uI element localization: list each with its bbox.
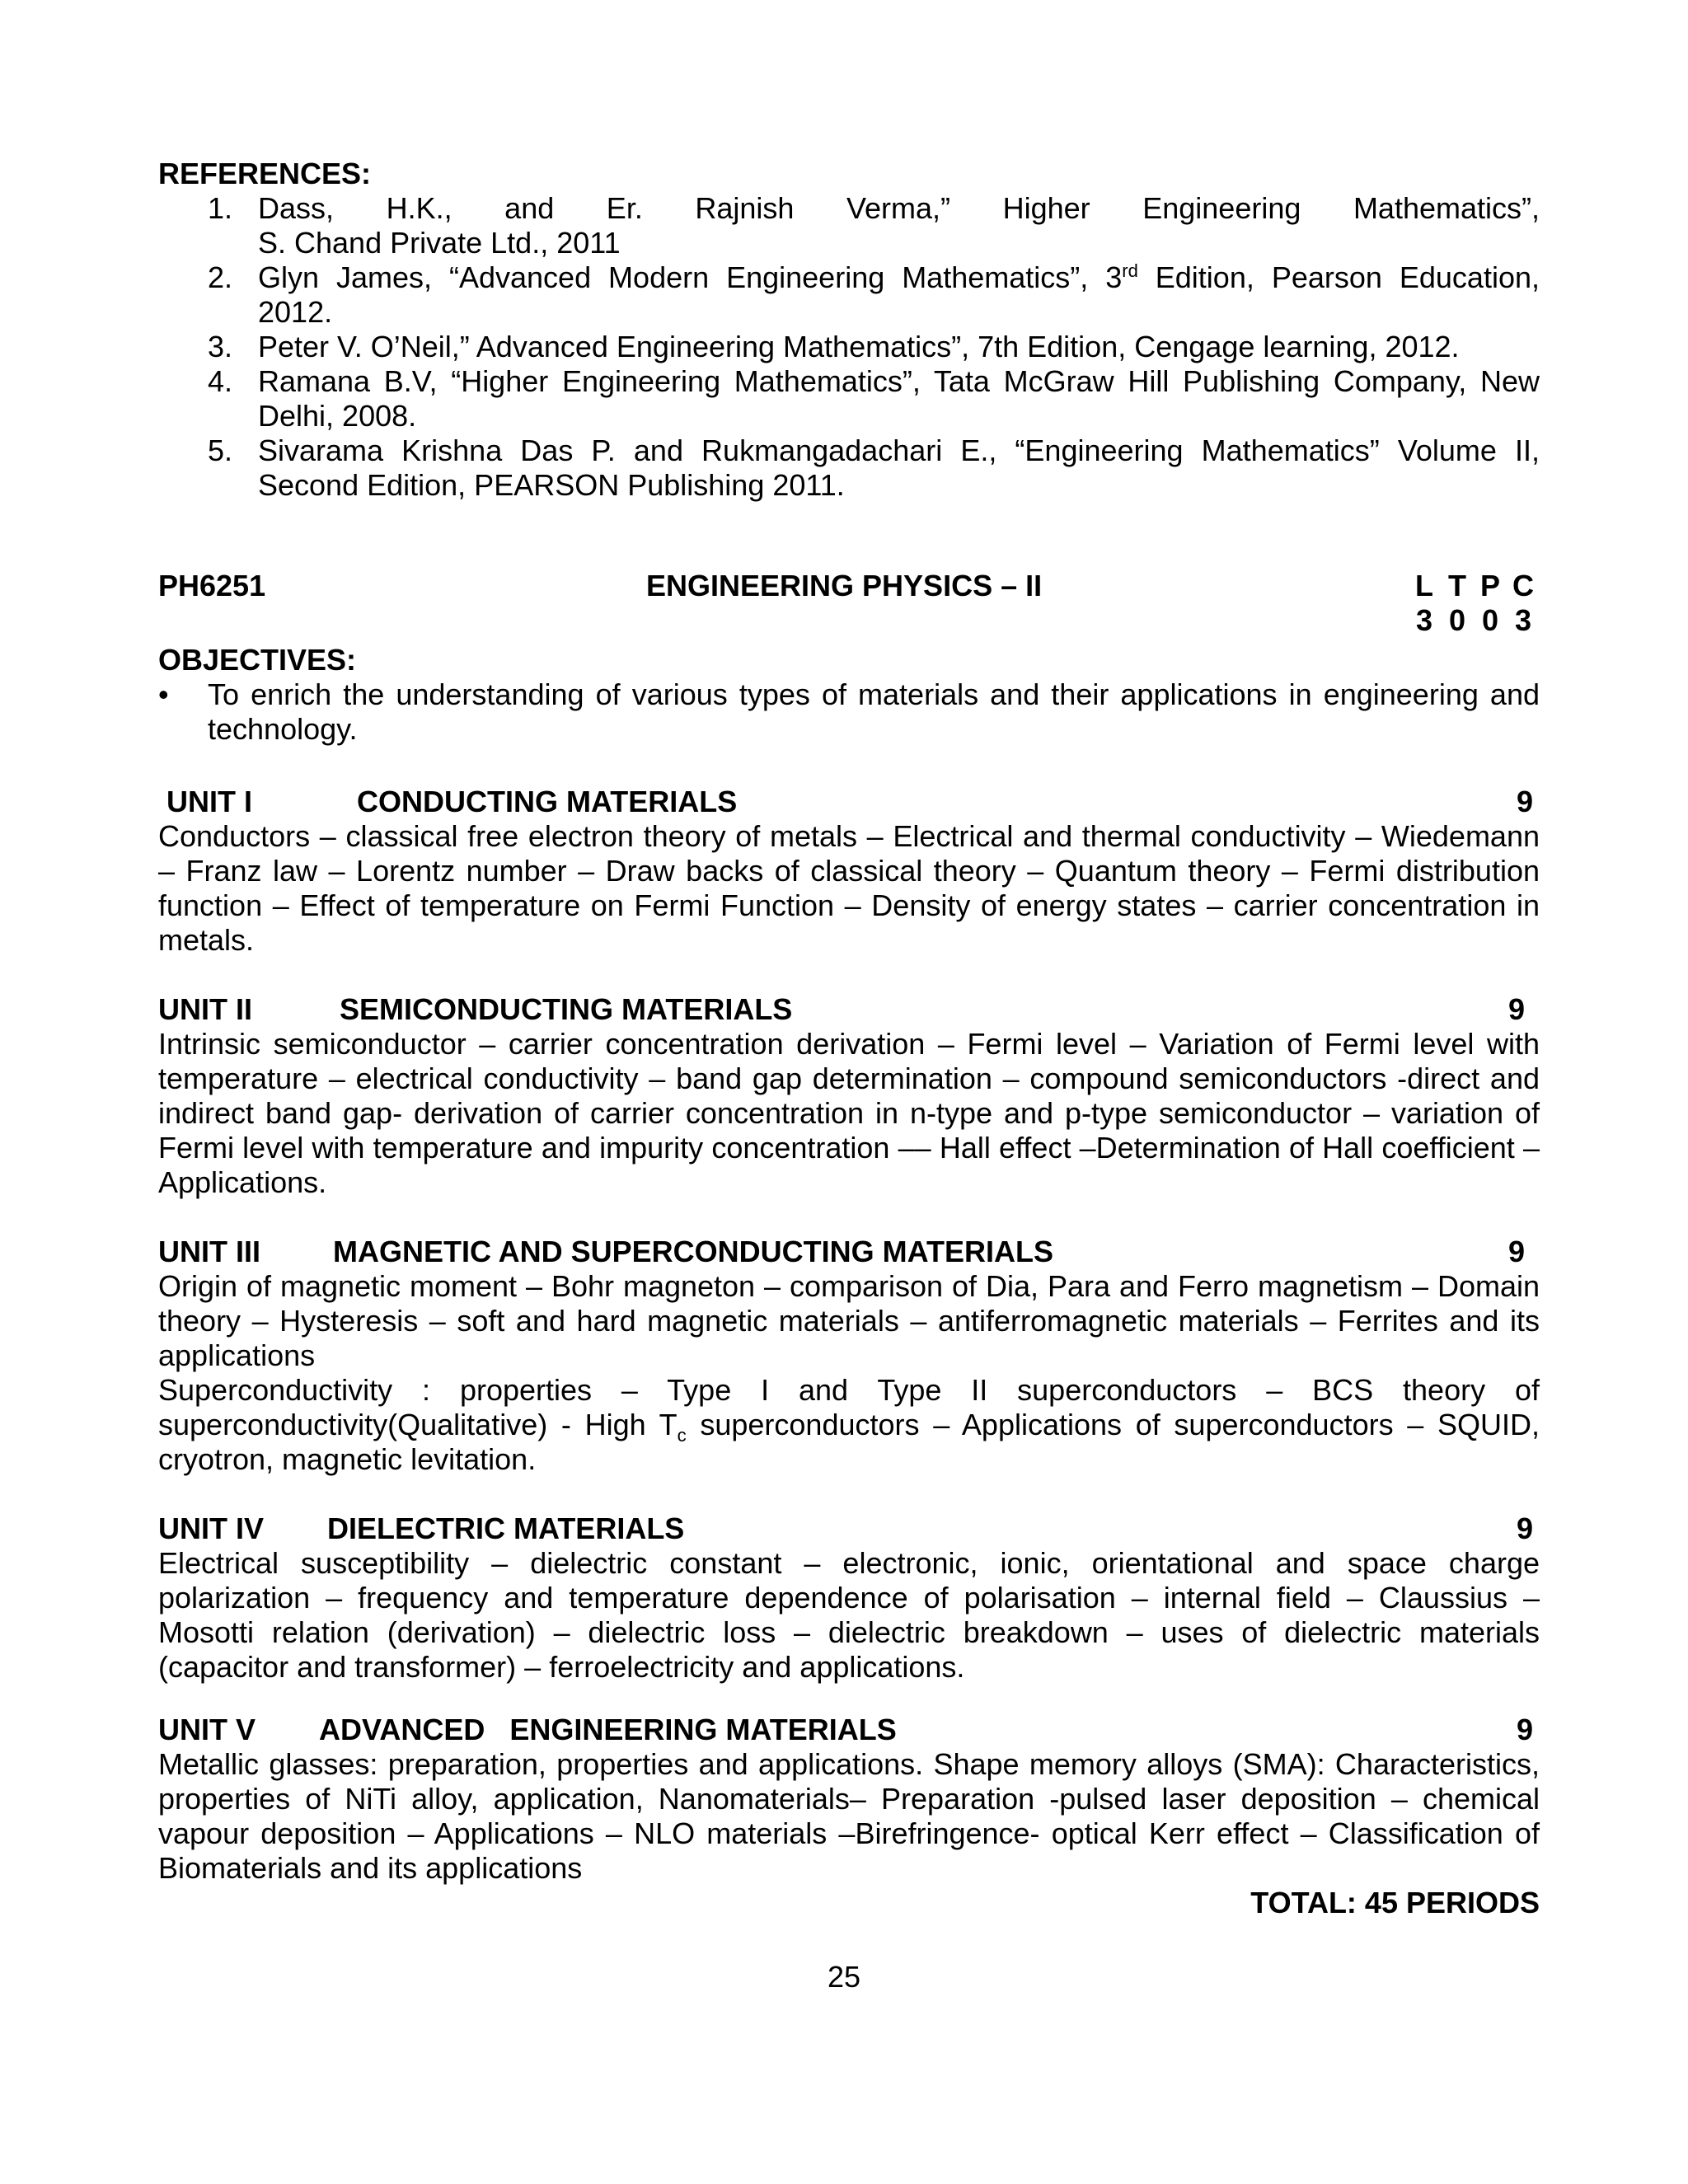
ltpc-label: T [1448, 569, 1466, 602]
unit-hours: 9 [1507, 992, 1525, 1026]
ltpc-values [1408, 603, 1540, 638]
page-number: 25 [827, 1960, 861, 1994]
course-title: ENGINEERING PHYSICS – II [646, 569, 1043, 602]
unit-text: Superconductivity : properties – Type I and Type II superconductors – BCS theory of superconductivity(Qualitative) - High T [158, 1373, 1540, 1441]
unit-title: ADVANCED ENGINEERING MATERIALS [319, 1713, 897, 1746]
total-periods: TOTAL: 45 PERIODS [1250, 1886, 1540, 1919]
references-heading: REFERENCES: [158, 157, 372, 190]
reference-item [158, 330, 1540, 364]
reference-text: Edition, Pearson Education, 2012. [258, 260, 1540, 329]
unit-heading [158, 992, 1540, 1027]
unit-label: UNIT II [158, 992, 252, 1026]
objective-item [158, 677, 1540, 747]
references-section [158, 157, 1540, 503]
unit-section [158, 1713, 1540, 1920]
reference-text: Glyn James, “Advanced Modern Engineering Mathematics”, 3 [258, 260, 1123, 294]
ltpc-value: 3 [1415, 603, 1433, 637]
reference-line: S. Chand Private Ltd., 2011 [258, 226, 621, 260]
ltpc-value: 3 [1514, 603, 1532, 637]
unit-content: Conductors – classical free electron theory of metals – Electrical and thermal conductivity – Wiedemann – Franz law – Lorentz number – Draw backs of classical theory – Quantum theory – Fermi distribution function – Effect of temperature on Fermi Function – Density of energy states – carrier concentration in metals. [158, 819, 1540, 957]
unit-content: Electrical susceptibility – dielectric constant – electronic, ionic, orientational and space charge polarization – frequency and temperature dependence of polarisation – internal field – Claussius – Mosotti relation (derivation) – dielectric loss – dielectric breakdown – uses of dielectric materials (capacitor and transformer) – ferroelectricity and applications. [158, 1546, 1540, 1684]
unit-heading [158, 1235, 1540, 1269]
reference-item [158, 364, 1540, 434]
unit-hours: 9 [1516, 785, 1533, 818]
unit-section [158, 1511, 1540, 1685]
reference-number: 2. [208, 260, 233, 294]
reference-number: 1. [208, 191, 233, 225]
superscript: rd [1122, 260, 1138, 281]
unit-title: MAGNETIC AND SUPERCONDUCTING MATERIALS [333, 1235, 1053, 1268]
reference-number: 4. [208, 364, 233, 398]
unit-section [158, 785, 1540, 958]
unit-hours: 9 [1516, 1713, 1533, 1746]
unit-section [158, 992, 1540, 1200]
ltpc-labels [1408, 569, 1540, 603]
unit-heading [158, 785, 1540, 819]
ltpc-value: 0 [1448, 603, 1466, 637]
objectives-heading: OBJECTIVES: [158, 643, 357, 677]
reference-text: Peter V. O’Neil,” Advanced Engineering Mathematics”, 7th Edition, Cengage learning, 2012. [258, 330, 1460, 363]
unit-heading [158, 1511, 1540, 1546]
references-list [158, 191, 1540, 503]
reference-number: 3. [208, 330, 233, 363]
unit-label: UNIT V [158, 1713, 256, 1746]
unit-label: UNIT I [166, 785, 252, 818]
unit-label: UNIT IV [158, 1511, 265, 1545]
unit-content: Intrinsic semiconductor – carrier concentration derivation – Fermi level – Variation of Fermi level with temperature – electrical conductivity – band gap determination – compound semiconductors -direct and indirect band gap- derivation of carrier concentration in n-type and p-type semiconductor – variation of Fermi level with temperature and impurity concentration –– Hall effect –Determination of Hall coefficient – Applications. [158, 1027, 1540, 1199]
course-header [158, 569, 1540, 638]
unit-content-superconductivity [158, 1373, 1540, 1477]
reference-text: Ramana B.V, “Higher Engineering Mathematics”, Tata McGraw Hill Publishing Company, New Delhi, 2008. [258, 364, 1540, 433]
reference-number: 5. [208, 434, 233, 467]
unit-content: Origin of magnetic moment – Bohr magneton – comparison of Dia, Para and Ferro magnetism – Domain theory – Hysteresis – soft and hard magnetic materials – antiferromagnetic materials – Ferrites and its applications [158, 1269, 1540, 1372]
unit-title: SEMICONDUCTING MATERIALS [340, 992, 793, 1026]
reference-item [158, 191, 1540, 260]
unit-heading [158, 1713, 1540, 1747]
course-code: PH6251 [158, 569, 266, 602]
objective-text: To enrich the understanding of various types of materials and their applications in engineering and technology. [208, 677, 1540, 746]
ltpc-value: 0 [1481, 603, 1499, 637]
ltpc-label: L [1415, 569, 1433, 602]
unit-hours: 9 [1507, 1235, 1525, 1268]
bullet-icon: • [158, 677, 169, 711]
reference-line: Dass, H.K., and Er. Rajnish Verma,” Higher Engineering Mathematics”, [258, 191, 1540, 225]
subscript: c [677, 1425, 687, 1446]
unit-label: UNIT III [158, 1235, 260, 1268]
ltpc-label: C [1512, 569, 1534, 602]
unit-text: superconductors – Applications of superconductors – SQUID, cryotron, magnetic levitation. [158, 1408, 1540, 1476]
ltpc-label: P [1479, 569, 1500, 602]
objectives-section [158, 643, 1540, 747]
unit-title: CONDUCTING MATERIALS [357, 785, 738, 818]
unit-title: DIELECTRIC MATERIALS [327, 1511, 685, 1545]
reference-item [158, 434, 1540, 503]
unit-content: Metallic glasses: preparation, properties and applications. Shape memory alloys (SMA): Characteristics, properties of NiTi alloy, application, Nanomaterials– Preparation -pulsed laser deposition – chemical vapour deposition – Applications – NLO materials –Birefringence- optical Kerr effect – Classification of Biomaterials and its applications [158, 1747, 1540, 1885]
unit-section [158, 1235, 1540, 1477]
reference-item [158, 260, 1540, 330]
reference-text: Sivarama Krishna Das P. and Rukmangadachari E., “Engineering Mathematics” Volume II, Second Edition, PEARSON Publishing 2011. [258, 434, 1540, 502]
unit-hours: 9 [1516, 1511, 1533, 1545]
